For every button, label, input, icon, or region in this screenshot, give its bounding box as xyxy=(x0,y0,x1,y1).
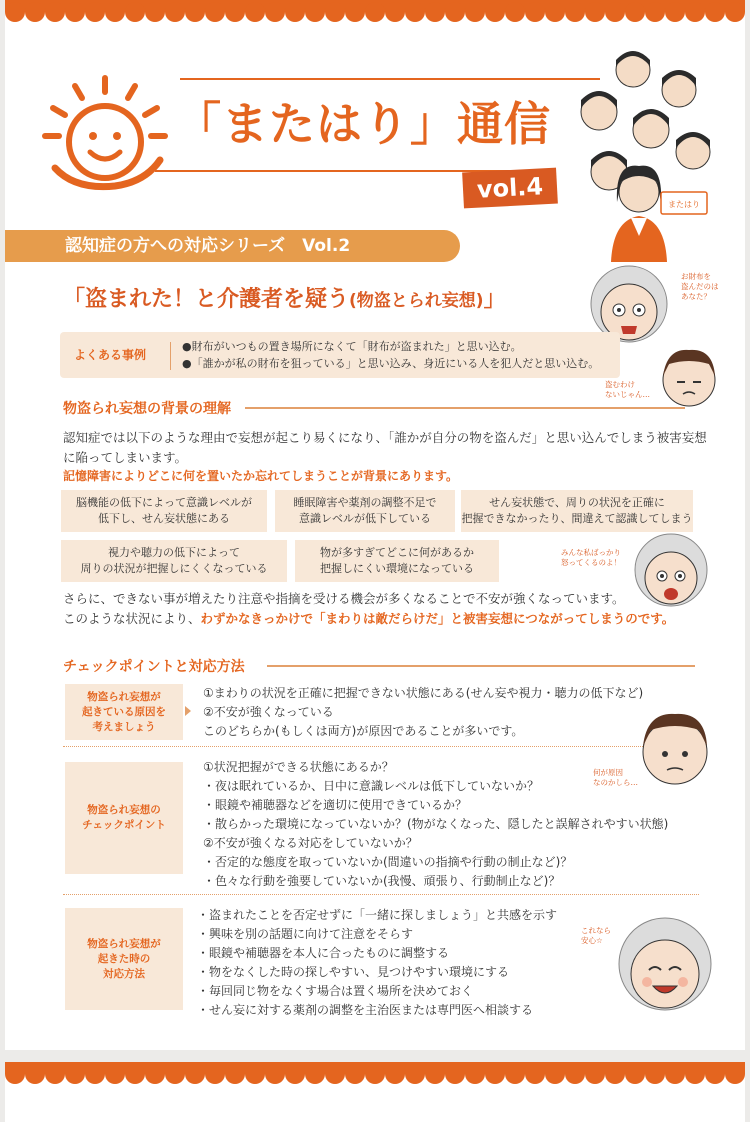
cause-line: 把握しにくい環境になっている xyxy=(320,562,474,575)
check-text-responses xyxy=(197,906,557,1020)
scalloped-border-top xyxy=(5,0,745,28)
scallop-shape xyxy=(525,2,545,22)
scallop-shape xyxy=(685,2,705,22)
scallop-shape xyxy=(5,2,25,22)
scallop-shape xyxy=(65,2,85,22)
scallop-shape xyxy=(285,1064,305,1084)
scallop-shape xyxy=(185,1064,205,1084)
check-line: ・散らかった環境になっていないか？(物がなくなった、隠したと誤解されやすい状態) xyxy=(203,817,669,831)
staff-group-illustration xyxy=(571,42,721,262)
scallop-shape xyxy=(405,1064,425,1084)
staff-sign-text: またはり xyxy=(668,200,700,209)
bubble-3-line: みんな私ばっかり xyxy=(561,548,621,557)
check-label-line: 起きている原因を xyxy=(82,705,166,718)
scallop-shape xyxy=(365,1064,385,1084)
cause-line: 物が多すぎてどこに何があるか xyxy=(320,546,474,559)
speech-bubble-2 xyxy=(605,380,650,400)
check-line: ・眼鏡や補聴器を本人に合ったものに調整する xyxy=(197,946,450,960)
scallop-shape xyxy=(125,1064,145,1084)
scallop-shape xyxy=(365,2,385,22)
check-line: ・否定的な態度を取っていないか(間違いの指摘や行動の制止など)？ xyxy=(203,855,573,869)
scallop-shape xyxy=(25,2,45,22)
check-line: ・物をなくした時の探しやすい、見つけやすい環境にする xyxy=(197,965,510,979)
scallop-shape xyxy=(545,1064,565,1084)
cause-box-3 xyxy=(461,490,693,532)
scallop-shape xyxy=(425,1064,445,1084)
checkpoint-heading-rule xyxy=(267,665,695,667)
bubble-4-line: 何が原因 xyxy=(593,768,623,777)
scallop-shape xyxy=(205,2,225,22)
checkpoint-heading: チェックポイントと対応方法 xyxy=(63,659,245,675)
scallop-shape xyxy=(205,1064,225,1084)
series-banner: 認知症の方への対応シリーズ Vol.2 xyxy=(5,230,460,262)
scallop-shape xyxy=(165,1064,185,1084)
scallop-shape xyxy=(125,2,145,22)
paragraph-line: に陥ってしまいます。 xyxy=(63,450,188,465)
volume-badge: vol.4 xyxy=(462,168,558,209)
cause-line: 把握できなかったり、間違えて認識してしまう xyxy=(461,512,693,525)
grandma-happy-illustration xyxy=(605,912,725,1022)
check-line: ②不安が強くなっている xyxy=(203,705,334,719)
scallop-shape xyxy=(225,1064,245,1084)
scallop-shape xyxy=(545,2,565,22)
bubble-3-line: 怒ってくるのよ！ xyxy=(561,558,621,567)
cause-line: 周りの状況が把握しにくくなっている xyxy=(80,562,268,575)
common-case-label: よくある事例 xyxy=(74,348,147,362)
scallop-shape xyxy=(385,1064,405,1084)
check-label-line: 物盗られ妄想が xyxy=(87,690,161,703)
scallop-shape xyxy=(245,2,265,22)
scallop-shape xyxy=(645,2,665,22)
check-label-line: 起きた時の xyxy=(97,952,151,965)
scallop-shape xyxy=(705,1064,725,1084)
paragraph-line: さらに、できない事が増えたり注意や指摘を受ける機会が多くなることで不安が強くなっています。 xyxy=(63,591,625,606)
scallop-shape xyxy=(105,1064,125,1084)
scallop-shape xyxy=(725,2,745,22)
check-label-line: 物盗られ妄想の xyxy=(87,804,161,816)
check-line: ②不安が強くなる対応をしていないか？ xyxy=(203,836,418,850)
scallop-shape xyxy=(45,1064,65,1084)
scallop-shape xyxy=(145,1064,165,1084)
check-line: ・せん妄に対する薬剤の調整を主治医または専門医へ相談する xyxy=(197,1003,534,1017)
speech-bubble-5 xyxy=(581,926,611,946)
headline-main: 「盗まれた！と介護者を疑う xyxy=(63,287,350,312)
scallop-shape xyxy=(625,1064,645,1084)
bubble-5-line: これなら xyxy=(581,926,611,935)
scallop-shape xyxy=(145,2,165,22)
check-line: このどちらか(もしくは両方)が原因であることが多いです。 xyxy=(203,724,524,738)
scallop-shape xyxy=(185,2,205,22)
scallop-shape xyxy=(485,2,505,22)
dotted-divider xyxy=(63,746,699,747)
check-label-line: 対応方法 xyxy=(103,967,145,980)
cause-box-2 xyxy=(275,490,455,532)
check-line: ・興味を別の話題に向けて注意をそらす xyxy=(197,927,414,941)
article-headline xyxy=(63,282,506,313)
scallop-shape xyxy=(85,2,105,22)
common-case-divider xyxy=(170,342,171,370)
scallop-shape xyxy=(245,1064,265,1084)
bubble-5-line: 安心☆ xyxy=(581,936,603,945)
headline-end: 」 xyxy=(483,287,506,312)
scallop-shape xyxy=(625,2,645,22)
paragraph-text: このような状況により、 xyxy=(63,611,201,626)
background-emphasis: 記憶障害によりどこに何を置いたか忘れてしまうことが背景にあります。 xyxy=(63,469,459,483)
scallop-shape xyxy=(725,1064,745,1084)
scallop-shape xyxy=(265,2,285,22)
cause-line: 睡眠障害や薬剤の調整不足で xyxy=(293,496,437,509)
title-rule-top xyxy=(180,78,600,80)
scallop-shape xyxy=(665,1064,685,1084)
title-block xyxy=(175,88,551,154)
arrow-icon xyxy=(185,706,191,716)
check-label-responses xyxy=(65,908,183,1010)
scallop-shape xyxy=(685,1064,705,1084)
scallop-shape xyxy=(505,2,525,22)
speech-bubble-1 xyxy=(681,272,719,302)
background-heading: 物盗られ妄想の背景の理解 xyxy=(63,401,231,417)
scallop-shape xyxy=(645,1064,665,1084)
headline-sub: (物盗とられ妄想) xyxy=(349,291,484,311)
check-text-checkpoints xyxy=(203,758,668,891)
background-paragraph-2 xyxy=(63,589,674,629)
scallop-shape xyxy=(465,2,485,22)
check-text-causes xyxy=(203,684,643,741)
scallop-shape xyxy=(505,1064,525,1084)
common-case-item: ●「誰かが私の財布を狙っている」と思い込み、身近にいる人を犯人だと思い込む。 xyxy=(182,357,600,370)
check-label-checkpoints xyxy=(65,762,183,874)
check-line: ①まわりの状況を正確に把握できない状態にある(せん妄や視力・聴力の低下など) xyxy=(203,686,644,700)
cause-line: 低下し、せん妄状態にある xyxy=(98,512,230,525)
paragraph-line: 認知症では以下のような理由で妄想が起こり易くになり、「誰かが自分の物を盗んだ」と思い込んでしまう被害妄想 xyxy=(63,430,707,445)
bubble-4-line: なのかしら… xyxy=(593,778,638,787)
paragraph-line xyxy=(63,609,674,629)
check-label-line: 物盗られ妄想が xyxy=(87,937,161,950)
scallop-shape xyxy=(325,1064,345,1084)
scallop-shape xyxy=(605,1064,625,1084)
scallop-shape xyxy=(285,2,305,22)
scallop-shape xyxy=(305,2,325,22)
background-heading-rule xyxy=(245,407,685,409)
scallop-shape xyxy=(705,2,725,22)
scallop-shape xyxy=(325,2,345,22)
scallop-shape xyxy=(445,1064,465,1084)
scallop-shape xyxy=(605,2,625,22)
cause-line: 意識レベルが低下している xyxy=(299,512,431,525)
scallop-shape xyxy=(485,1064,505,1084)
scallop-shape xyxy=(665,2,685,22)
common-case-item: ●財布がいつもの置き場所になくて「財布が盗まれた」と思い込む。 xyxy=(182,340,522,353)
check-line: ・毎回同じ物をなくす場合は置く場所を決めておく xyxy=(197,984,474,998)
scallop-shape xyxy=(345,1064,365,1084)
scallop-shape xyxy=(85,1064,105,1084)
check-line: ・盗まれたことを否定せずに「一緒に探しましょう」と共感を示す xyxy=(197,908,558,922)
check-line: ・夜は眠れているか、日中に意識レベルは低下していないか？ xyxy=(203,779,540,793)
sun-hand-logo-icon xyxy=(35,70,175,200)
scallop-shape xyxy=(405,2,425,22)
scallop-shape xyxy=(25,1064,45,1084)
scallop-shape xyxy=(465,1064,485,1084)
check-line: ・眼鏡や補聴器などを適切に使用できているか？ xyxy=(203,798,468,812)
scallop-shape xyxy=(345,2,365,22)
scallop-shape xyxy=(105,2,125,22)
common-case-items xyxy=(182,338,599,372)
cause-box-4 xyxy=(61,540,287,582)
scallop-shape xyxy=(305,1064,325,1084)
check-line: ①状況把握ができる状態にあるか？ xyxy=(203,760,394,774)
scallop-shape xyxy=(425,2,445,22)
cause-line: せん妄状態で、周りの状況を正確に xyxy=(489,496,665,509)
background-paragraph-1 xyxy=(63,428,707,468)
scallop-shape xyxy=(445,2,465,22)
bubble-2-line: ないじゃん… xyxy=(605,390,650,399)
scallop-shape xyxy=(265,1064,285,1084)
common-case-box xyxy=(60,332,620,378)
cause-line: 脳機能の低下によって意識レベルが xyxy=(76,496,252,509)
paragraph-emphasis: わずかなきっかけで「まわりは敵だらけだ」と被害妄想につながってしまうのです。 xyxy=(200,611,675,626)
scallop-shape xyxy=(45,2,65,22)
scallop-shape xyxy=(385,2,405,22)
next-page-preview xyxy=(5,1062,745,1122)
newsletter-title: 「またはり」通信 xyxy=(175,97,551,151)
scallop-shape xyxy=(225,2,245,22)
scallop-shape xyxy=(525,1064,545,1084)
cause-line: 視力や聴力の低下によって xyxy=(108,546,240,559)
check-label-causes xyxy=(65,684,183,740)
bubble-1-line: お財布を xyxy=(681,272,711,281)
bubble-1-line: 盗んだのは xyxy=(681,282,719,291)
bubble-2-line: 盗むわけ xyxy=(605,380,635,389)
scallop-shape xyxy=(585,2,605,22)
scalloped-border-next xyxy=(5,1062,745,1090)
scallop-shape xyxy=(65,1064,85,1084)
check-label-line: チェックポイント xyxy=(82,819,166,831)
scallop-shape xyxy=(165,2,185,22)
scallop-shape xyxy=(5,1064,25,1084)
newsletter-page xyxy=(5,0,745,1050)
check-line: ・色々な行動を強要していないか(我慢、頑張り、行動制止など)？ xyxy=(203,874,561,888)
caregiver-worried-illustration xyxy=(653,342,725,412)
dotted-divider xyxy=(63,894,699,895)
cause-box-5 xyxy=(295,540,499,582)
scallop-shape xyxy=(565,2,585,22)
bubble-1-line: あなた？ xyxy=(681,292,711,301)
check-label-line: 考えましょう xyxy=(92,720,156,733)
cause-box-1 xyxy=(61,490,267,532)
scallop-shape xyxy=(585,1064,605,1084)
speech-bubble-3 xyxy=(561,548,621,568)
scallop-shape xyxy=(565,1064,585,1084)
